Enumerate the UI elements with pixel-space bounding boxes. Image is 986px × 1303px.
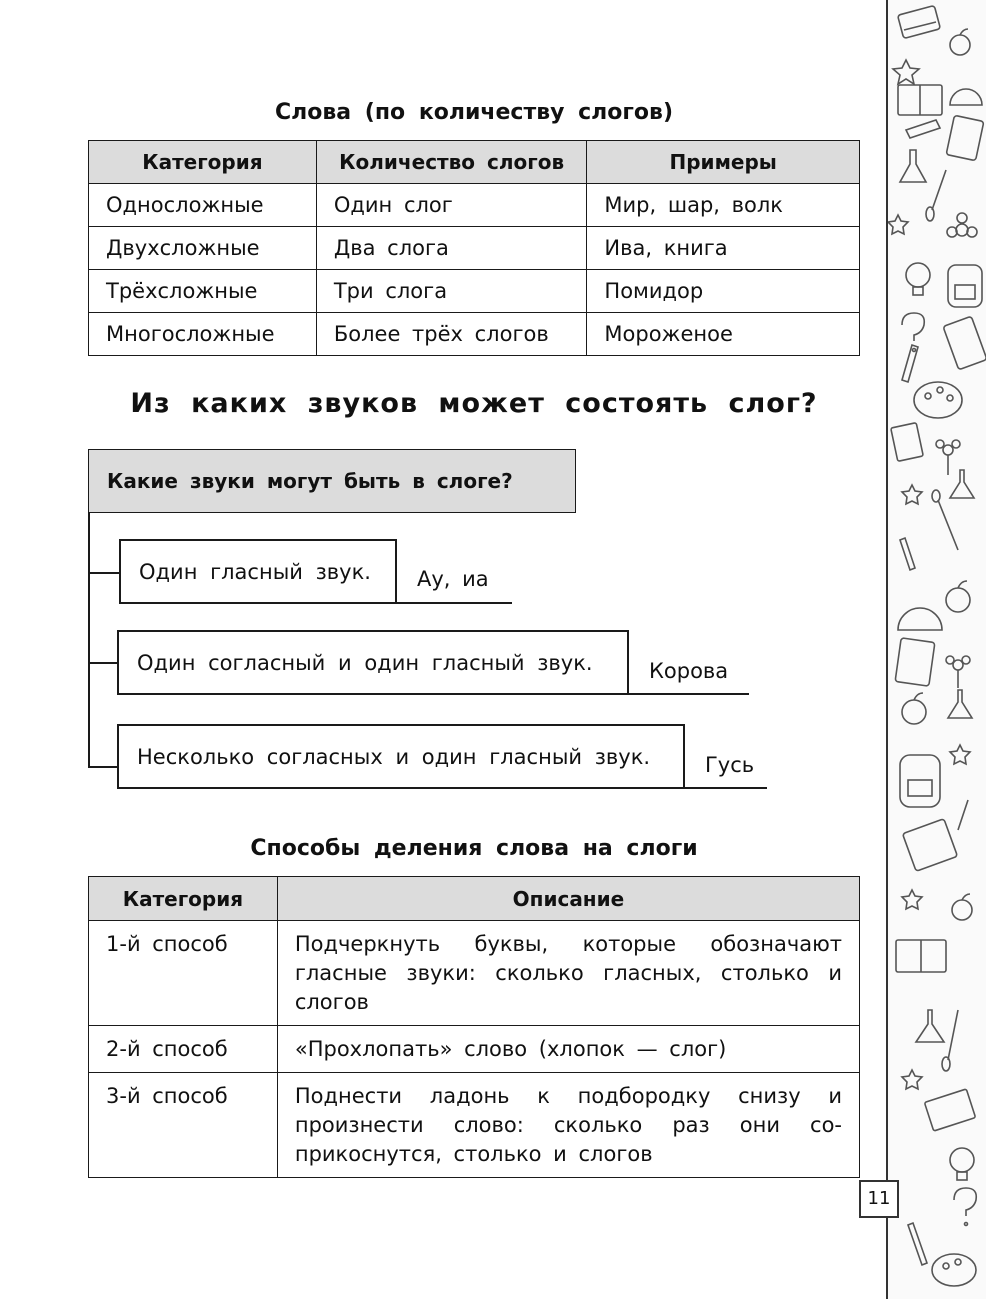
brush-icon bbox=[932, 490, 958, 550]
diagram-heading: Из каких звуков может состоять слог? bbox=[130, 388, 818, 419]
apple-icon bbox=[902, 693, 926, 724]
pencil-icon bbox=[906, 120, 940, 138]
table-header-row bbox=[89, 141, 860, 184]
pencil-icon bbox=[908, 1223, 927, 1265]
star-icon bbox=[902, 890, 922, 909]
brush-icon bbox=[926, 170, 946, 221]
diagram-question-box: Какие звуки могут быть в слоге? bbox=[88, 449, 576, 513]
answer-box: Один согласный и один гласный звук. bbox=[117, 630, 629, 695]
column-header: Примеры bbox=[587, 141, 860, 184]
apple-icon bbox=[952, 894, 972, 920]
backpack-icon bbox=[900, 755, 940, 807]
syllable-division-table bbox=[88, 876, 860, 1178]
notebook-icon bbox=[946, 115, 984, 160]
table1-title: Слова (по количеству слогов) bbox=[275, 100, 673, 125]
table-row bbox=[89, 1073, 860, 1178]
protractor-icon bbox=[950, 89, 982, 105]
answer-example: Ау, иа bbox=[397, 556, 512, 604]
table-cell: Двухсложные bbox=[89, 227, 317, 270]
table-cell: Односложные bbox=[89, 184, 317, 227]
table2-title: Способы деления слова на слоги bbox=[250, 836, 698, 861]
column-header: Категория bbox=[89, 877, 278, 921]
table-row bbox=[89, 1026, 860, 1073]
answer-box: Один гласный звук. bbox=[119, 539, 397, 604]
syllable-count-table bbox=[88, 140, 860, 356]
backpack-icon bbox=[948, 265, 982, 307]
flower-icon bbox=[947, 213, 977, 237]
apple-icon bbox=[950, 29, 970, 55]
table-row bbox=[89, 184, 860, 227]
table-cell: Один слог bbox=[316, 184, 587, 227]
star-icon bbox=[888, 215, 908, 234]
flask-icon bbox=[948, 690, 972, 718]
column-header: Количество слогов bbox=[316, 141, 587, 184]
table-cell: Три слога bbox=[316, 270, 587, 313]
doodle-pattern bbox=[888, 0, 986, 1299]
answer-example: Корова bbox=[629, 648, 749, 695]
star-icon bbox=[902, 485, 922, 504]
table-cell: Трёхсложные bbox=[89, 270, 317, 313]
star-icon bbox=[950, 745, 970, 764]
table-row bbox=[89, 227, 860, 270]
palette-icon bbox=[914, 382, 962, 418]
flask-icon bbox=[916, 1010, 944, 1042]
book-icon bbox=[898, 85, 942, 115]
lightbulb-icon bbox=[906, 263, 930, 295]
brush-icon bbox=[942, 1010, 958, 1071]
pencil-icon bbox=[900, 538, 915, 570]
table-cell: Два слога bbox=[316, 227, 587, 270]
page-number: 11 bbox=[859, 1180, 899, 1218]
column-header: Описание bbox=[277, 877, 859, 921]
notebook-icon bbox=[891, 423, 924, 462]
star-icon bbox=[902, 1070, 922, 1089]
table-cell: Более трёх слогов bbox=[316, 313, 587, 356]
flower-icon bbox=[946, 656, 970, 688]
flask-icon bbox=[900, 150, 926, 182]
flower-icon bbox=[936, 440, 960, 475]
lightbulb-icon bbox=[950, 1148, 974, 1180]
diagram-connector bbox=[88, 662, 120, 664]
table-header-row bbox=[89, 877, 860, 921]
book-icon bbox=[898, 5, 941, 38]
book-icon bbox=[924, 1089, 975, 1131]
book-icon bbox=[902, 819, 957, 872]
diagram-connector bbox=[88, 766, 120, 768]
diagram-connector bbox=[88, 572, 120, 574]
star-icon bbox=[893, 60, 919, 84]
table-row bbox=[89, 313, 860, 356]
table-cell: Многосложные bbox=[89, 313, 317, 356]
palette-icon bbox=[932, 1254, 976, 1286]
table-cell: Поднести ладонь к подбородку снизу и произнести слово: сколько раз они со-прикоснутся, столько и слогов bbox=[277, 1073, 859, 1178]
column-header: Категория bbox=[89, 141, 317, 184]
book-icon bbox=[943, 316, 986, 369]
table-cell: Мороженое bbox=[587, 313, 860, 356]
table-cell: Помидор bbox=[587, 270, 860, 313]
apple-icon bbox=[946, 581, 970, 612]
table-row bbox=[89, 921, 860, 1026]
answer-box: Несколько согласных и один гласный звук. bbox=[117, 724, 685, 789]
table-cell: 2-й способ bbox=[89, 1026, 278, 1073]
decorative-sidebar bbox=[886, 0, 986, 1299]
table-cell: 3-й способ bbox=[89, 1073, 278, 1178]
table-cell: Мир, шар, волк bbox=[587, 184, 860, 227]
question-mark-icon bbox=[954, 1188, 976, 1226]
table-cell: 1-й способ bbox=[89, 921, 278, 1026]
diagram-connector-vertical bbox=[88, 513, 90, 768]
table-cell: «Прохлопать» слово (хлопок — слог) bbox=[277, 1026, 859, 1073]
brush-icon bbox=[958, 800, 968, 830]
table-row bbox=[89, 270, 860, 313]
notebook-icon bbox=[895, 638, 935, 686]
protractor-icon bbox=[898, 608, 942, 630]
answer-example: Гусь bbox=[685, 742, 767, 789]
table-cell: Ива, книга bbox=[587, 227, 860, 270]
flask-icon bbox=[950, 470, 974, 498]
book-icon bbox=[896, 940, 946, 972]
table-cell: Подчеркнуть буквы, которые обозначают гласные звуки: сколько гласных, столько и слогов bbox=[277, 921, 859, 1026]
